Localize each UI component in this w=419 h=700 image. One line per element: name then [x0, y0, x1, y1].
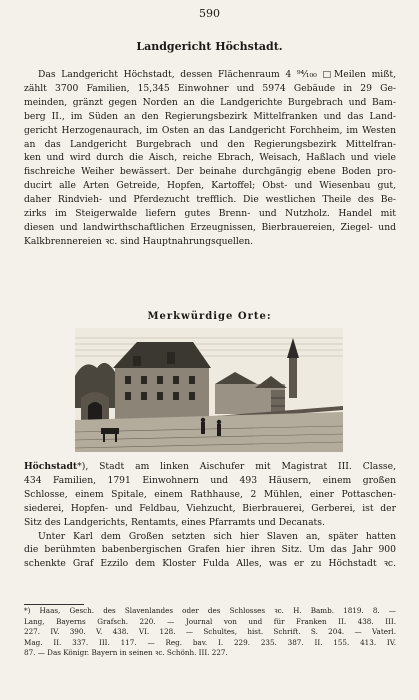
footnote-mark: *): [77, 461, 86, 472]
text-line: Das Landgericht Höchstadt, dessen Flächenraum 4 ⁹⁴⁄₁₀₀ □Meilen mißt,: [38, 69, 396, 80]
text-line: zirks im Steigerwalde liefern gutes Brenn- und Nutzholz. Handel mit: [24, 208, 396, 220]
text-line: Kalkbrennereien ꝛc. sind Hauptnahrungsquellen.: [24, 235, 254, 247]
text-line: zählt 3700 Familien, 15,345 Einwohner und 5974 Gebäude in 29 Ge-: [24, 82, 396, 94]
footnote-line: 227. IV. 390. V. 438. VI. 128. — Schultes, hist. Schrift. S. 204. — Vaterl.: [24, 627, 396, 637]
text-line: gericht Herzogenaurach, im Osten an das Landgericht Forchheim, im Westen: [24, 124, 396, 136]
text-line: an das Landgericht Burgebrach und den Regierungsbezirk Mittelfran-: [24, 138, 396, 150]
footnote-line: *) Haas, Gesch. des Slavenlandes oder des Schlosses ꝛc. H. Bamb. 1819. 8. —: [24, 606, 396, 615]
place-entry: [24, 460, 396, 571]
footnote-line: Mag. II. 337. III. 117. — Reg. bav. I. 229. 235. 387. II. 155. 413. IV.: [24, 637, 396, 647]
text-line: berg II., im Süden an den Regierungsbezirk Mittelfranken und das Land-: [24, 110, 396, 122]
intro-paragraph: [24, 68, 396, 249]
text-line: die berühmten babenbergischen Grafen hier ihren Sitz. Um das Jahr 900: [24, 544, 396, 556]
text-line: Schlosse, einem Spitale, einem Rathhause, 2 Mühlen, einer Pottaschen-: [24, 488, 396, 500]
page-number: 590: [199, 7, 220, 20]
footnote-rule: [24, 604, 84, 605]
text-line: Sitz des Landgerichts, Rentamts, eines Pfarramts und Decanats.: [24, 516, 325, 528]
text-fragment: , Stadt am linken Aischufer mit Magistrat III. Classe,: [85, 461, 396, 472]
text-line: siederei, Hopfen- und Feldbau, Viehzucht, Bierbrauerei, Gerberei, ist der: [24, 502, 396, 514]
footnote-line: 87. — Das Königr. Bayern in seinen ꝛc. Schönh. III. 227.: [24, 648, 228, 658]
footnote-line: Lang, Bayerns Grafsch. 220. — Journal von und für Franken II. 438. III.: [24, 616, 396, 626]
town-illustration: [75, 328, 343, 452]
text-line: meinden, gränzt gegen Norden an die Landgerichte Burgebrach und Bam-: [24, 96, 396, 108]
text-line: fischreiche Weiher bewässert. Der beinahe durchgängig ebene Boden pro-: [24, 166, 396, 178]
text-line: [24, 460, 396, 474]
page-title: Landgericht Höchstadt.: [136, 40, 283, 53]
text-line: Unter Karl dem Großen setzten sich hier Slaven an, später hatten: [38, 530, 396, 542]
text-line: ken und wird durch die Aisch, reiche Ebrach, Weisach, Haßlach und viele: [24, 152, 396, 164]
text-line: ducirt alle Arten Getreide, Hopfen, Kartoffel; Obst- und Wiesenbau gut,: [24, 180, 396, 192]
section-subheading: Merkwürdige Orte:: [147, 311, 272, 322]
text-line: schenkte Graf Ezzilo dem Kloster Fulda Alles, was er zu Höchstadt ꝛc.: [24, 558, 396, 570]
text-line: diesen und landwirthschaftlichen Erzeugnissen, Bierbrauereien, Ziegel- und: [24, 221, 396, 233]
footnote: [24, 606, 396, 659]
text-line: daher Rindvieh- und Pferdezucht trefflich. Die westlichen Theile des Be-: [24, 194, 396, 206]
text-line: 434 Familien, 1791 Einwohnern und 493 Häusern, einem großen: [24, 474, 396, 486]
place-name: Höchstadt: [24, 461, 78, 472]
